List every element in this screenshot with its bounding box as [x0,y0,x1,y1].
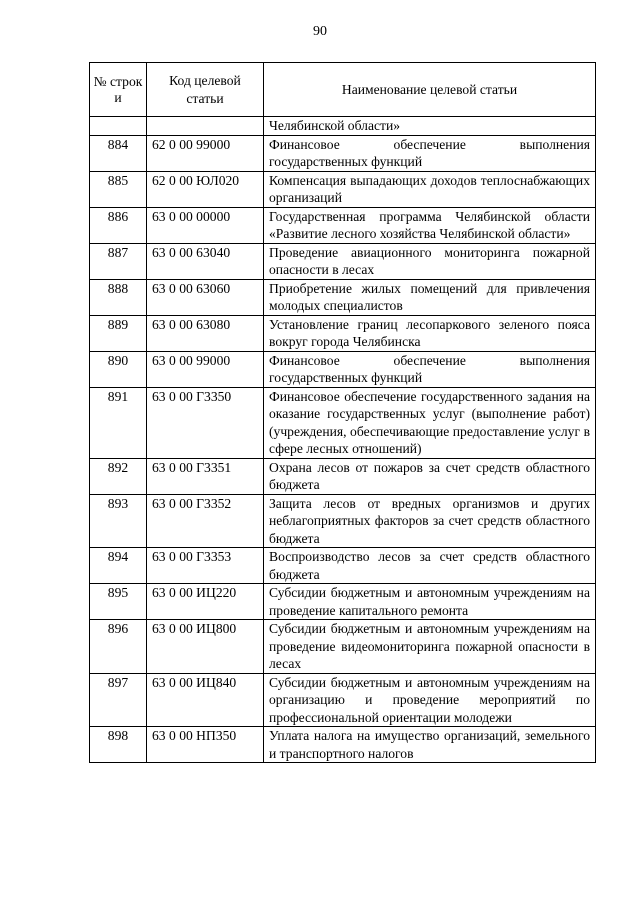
cell-code: 63 0 00 00000 [147,207,264,243]
cell-row-number: 886 [90,207,147,243]
cell-row-number: 891 [90,387,147,458]
cell-empty [90,117,147,136]
cell-row-number: 889 [90,315,147,351]
cell-name: Воспроизводство лесов за счет средств областного бюджета [264,548,596,584]
table-row [90,279,596,315]
cell-name: Приобретение жилых помещений для привлечения молодых специалистов [264,279,596,315]
cell-name: Установление границ лесопаркового зеленого пояса вокруг города Челябинска [264,315,596,351]
cell-row-number: 897 [90,673,147,727]
cell-name: Финансовое обеспечение государственного задания на оказание государственных услуг (выполнение работ) (учреждения, обеспечивающие предоставление услуг в сфере лесных отношений) [264,387,596,458]
cell-code: 63 0 00 Г3351 [147,458,264,494]
continuation-row [90,117,596,136]
cell-name: Охрана лесов от пожаров за счет средств областного бюджета [264,458,596,494]
cell-name: Проведение авиационного мониторинга пожарной опасности в лесах [264,243,596,279]
cell-code: 63 0 00 63060 [147,279,264,315]
table-row [90,494,596,548]
header-name: Наименование целевой статьи [264,63,596,117]
target-articles-table [89,62,596,763]
table-row [90,171,596,207]
cell-code: 62 0 00 99000 [147,135,264,171]
cell-name: Субсидии бюджетным и автономным учреждениям на проведение видеомониторинга пожарной опасности в лесах [264,620,596,674]
cell-row-number: 893 [90,494,147,548]
cell-name: Защита лесов от вредных организмов и других неблагоприятных факторов за счет средств областного бюджета [264,494,596,548]
cell-row-number: 896 [90,620,147,674]
cell-code: 63 0 00 63040 [147,243,264,279]
table-row [90,727,596,763]
page-number: 90 [313,24,327,39]
cell-row-number: 884 [90,135,147,171]
cell-code: 63 0 00 НП350 [147,727,264,763]
table-row [90,207,596,243]
cell-code: 62 0 00 ЮЛ020 [147,171,264,207]
header-row-number: № строк и [90,63,147,117]
cell-row-number: 890 [90,351,147,387]
cell-row-number: 898 [90,727,147,763]
cell-code: 63 0 00 Г3352 [147,494,264,548]
cell-name: Субсидии бюджетным и автономным учреждениям на проведение капитального ремонта [264,584,596,620]
cell-empty [147,117,264,136]
cell-name: Государственная программа Челябинской области «Развитие лесного хозяйства Челябинской области» [264,207,596,243]
cell-name: Уплата налога на имущество организаций, земельного и транспортного налогов [264,727,596,763]
cell-row-number: 894 [90,548,147,584]
cell-continuation: Челябинской области» [264,117,596,136]
cell-name: Финансовое обеспечение выполнения государственных функций [264,351,596,387]
header-code: Код целевой статьи [147,63,264,117]
table-row [90,351,596,387]
cell-code: 63 0 00 Г3353 [147,548,264,584]
table-row [90,387,596,458]
cell-row-number: 895 [90,584,147,620]
cell-code: 63 0 00 Г3350 [147,387,264,458]
table-header [90,63,596,117]
cell-code: 63 0 00 ИЦ800 [147,620,264,674]
table-row [90,458,596,494]
cell-row-number: 892 [90,458,147,494]
table-row [90,620,596,674]
cell-code: 63 0 00 ИЦ840 [147,673,264,727]
table-row [90,584,596,620]
table-row [90,243,596,279]
cell-row-number: 888 [90,279,147,315]
cell-name: Компенсация выпадающих доходов теплоснабжающих организаций [264,171,596,207]
cell-row-number: 887 [90,243,147,279]
cell-row-number: 885 [90,171,147,207]
cell-name: Субсидии бюджетным и автономным учреждениям на организацию и проведение мероприятий по профессиональной ориентации молодежи [264,673,596,727]
cell-name: Финансовое обеспечение выполнения государственных функций [264,135,596,171]
table-row [90,548,596,584]
cell-code: 63 0 00 99000 [147,351,264,387]
table-row [90,673,596,727]
cell-code: 63 0 00 63080 [147,315,264,351]
table-body [90,117,596,763]
cell-code: 63 0 00 ИЦ220 [147,584,264,620]
table-row [90,315,596,351]
table-row [90,135,596,171]
